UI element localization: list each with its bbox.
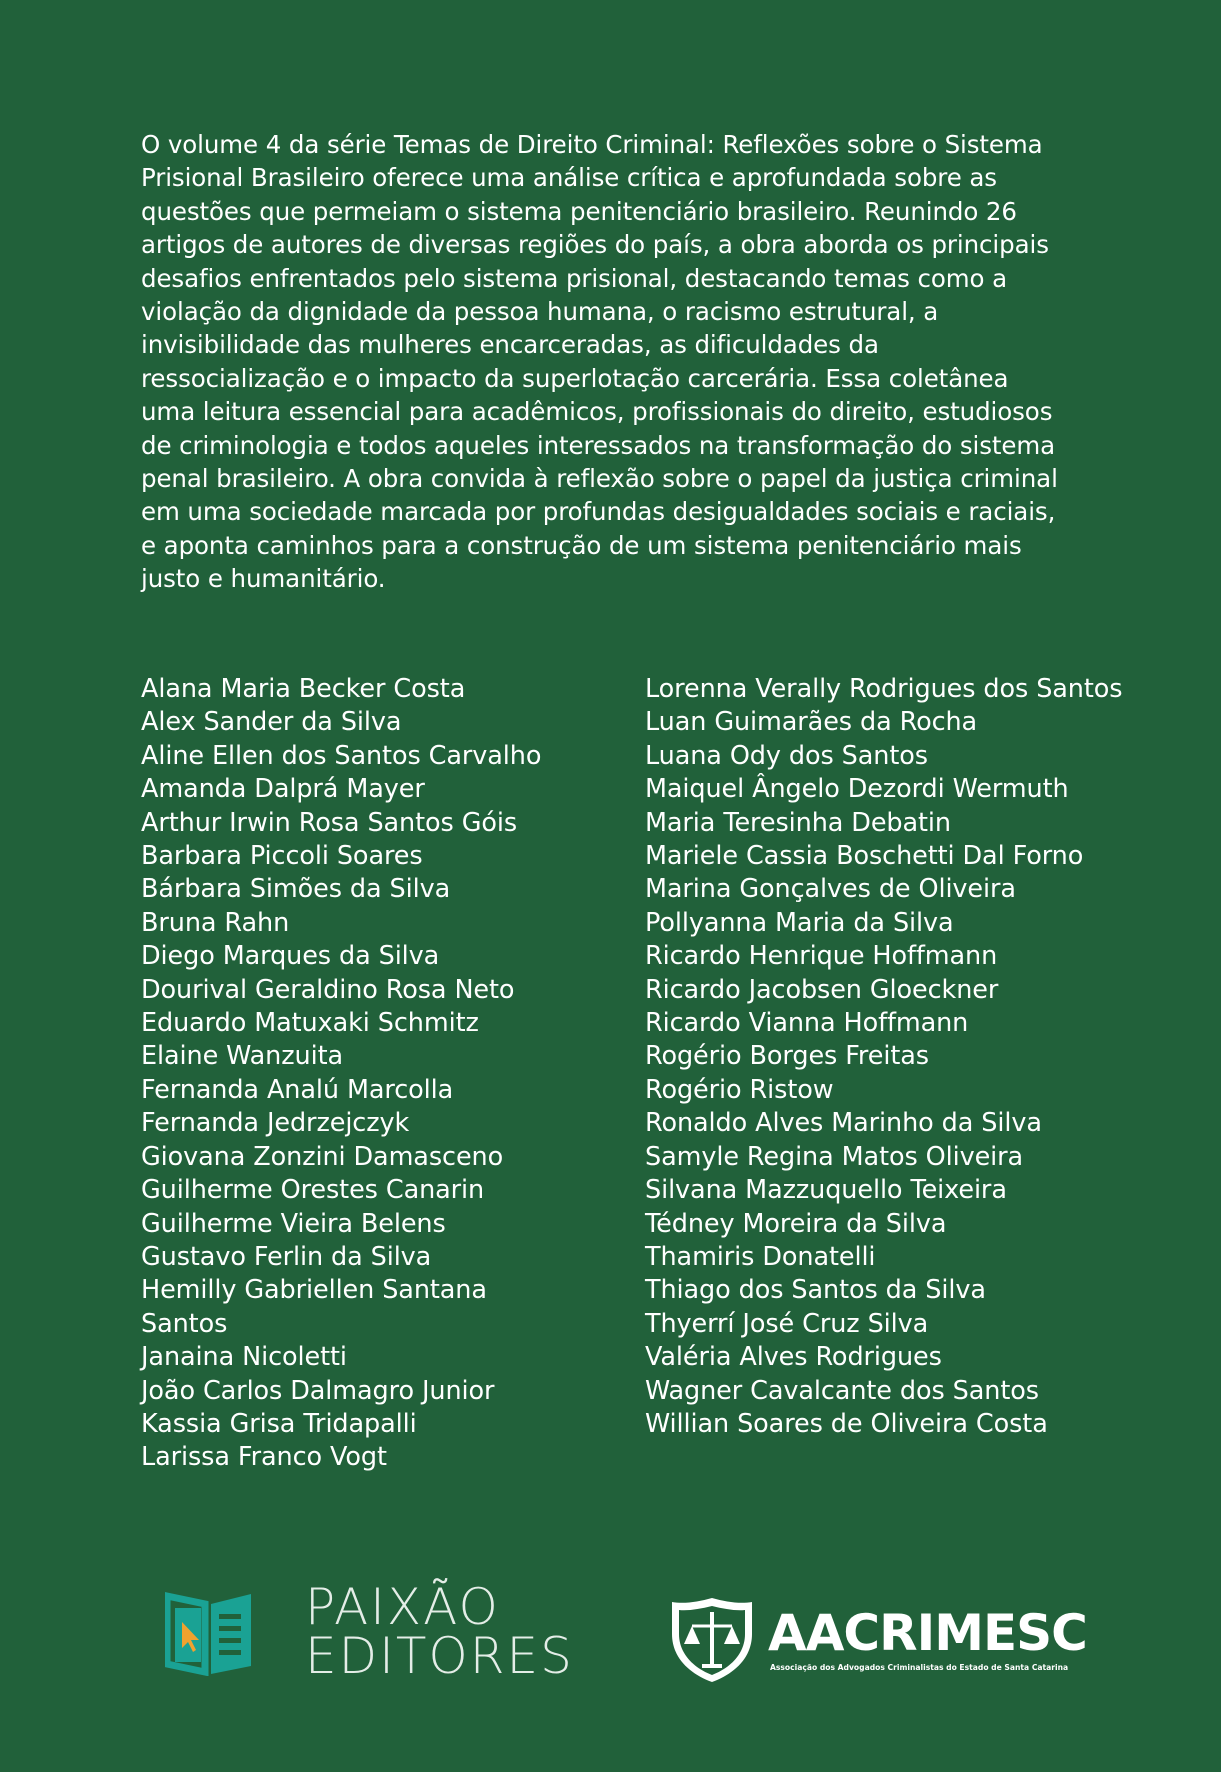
author-name: Ricardo Vianna Hoffmann: [645, 1008, 969, 1039]
author-name: Willian Soares de Oliveira Costa: [645, 1408, 1048, 1439]
author-name: Janaina Nicoletti: [141, 1342, 347, 1373]
author-name: Fernanda Analú Marcolla: [141, 1074, 454, 1105]
publisher-line-2: EDITORES: [305, 1627, 574, 1685]
synopsis-line: invisibilidade das mulheres encarceradas, as dificuldades da: [141, 330, 879, 360]
author-name: Aline Ellen dos Santos Carvalho: [141, 740, 542, 771]
author-name: Ronaldo Alves Marinho da Silva: [645, 1108, 1042, 1139]
author-name: Guilherme Orestes Canarin: [141, 1175, 485, 1206]
author-name: Maria Teresinha Debatin: [645, 807, 951, 838]
author-name: Santos: [141, 1308, 228, 1339]
synopsis-line: de criminologia e todos aqueles interessados na transformação do sistema: [141, 430, 1056, 460]
author-name: Giovana Zonzini Damasceno: [141, 1141, 504, 1172]
author-name: Luan Guimarães da Rocha: [645, 707, 978, 738]
synopsis-line: artigos de autores de diversas regiões do país, a obra aborda os principais: [141, 230, 1049, 260]
association-logo: [668, 1594, 1087, 1694]
author-name: Luana Ody dos Santos: [645, 740, 928, 771]
author-name: Rogério Borges Freitas: [645, 1041, 929, 1072]
author-name: Hemilly Gabriellen Santana: [141, 1275, 487, 1306]
author-name: Valéria Alves Rodrigues: [645, 1342, 942, 1373]
author-name: Samyle Regina Matos Oliveira: [645, 1141, 1024, 1172]
author-name: Alana Maria Becker Costa: [141, 674, 466, 704]
association-subtitle: Associação dos Advogados Criminalistas do Estado de Santa Catarina: [770, 1663, 1069, 1672]
author-name: Tédney Moreira da Silva: [645, 1208, 947, 1239]
synopsis-line: O volume 4 da série Temas de Direito Criminal: Reflexões sobre o Sistema: [141, 130, 1043, 159]
synopsis-line: penal brasileiro. A obra convida à reflexão sobre o papel da justiça criminal: [141, 464, 1058, 494]
author-name: Eduardo Matuxaki Schmitz: [141, 1008, 479, 1039]
authors-list-left: [141, 673, 541, 1475]
author-name: Larissa Franco Vogt: [141, 1442, 387, 1473]
association-name: AACRIMESC: [768, 1604, 1087, 1662]
author-name: Barbara Piccoli Soares: [141, 841, 423, 872]
synopsis-line: ressocialização e o impacto da superlotação carcerária. Essa coletânea: [141, 363, 1009, 393]
author-name: Thiago dos Santos da Silva: [645, 1275, 986, 1306]
author-name: Elaine Wanzuita: [141, 1041, 343, 1072]
author-name: Arthur Irwin Rosa Santos Góis: [141, 807, 518, 838]
author-name: Pollyanna Maria da Silva: [645, 907, 954, 938]
author-name: Diego Marques da Silva: [141, 941, 440, 972]
synopsis-line: uma leitura essencial para acadêmicos, profissionais do direito, estudiosos: [141, 397, 1053, 427]
synopsis-line: questões que permeiam o sistema penitenciário brasileiro. Reunindo 26: [141, 196, 1017, 226]
author-name: Mariele Cassia Boschetti Dal Forno: [645, 841, 1084, 872]
author-name: Fernanda Jedrzejczyk: [141, 1108, 410, 1139]
author-name: Marina Gonçalves de Oliveira: [645, 874, 1016, 905]
author-name: Alex Sander da Silva: [141, 707, 402, 738]
author-name: Guilherme Vieira Belens: [141, 1208, 446, 1239]
author-name: Wagner Cavalcante dos Santos: [645, 1375, 1039, 1406]
publisher-wordmark: [305, 1578, 574, 1685]
synopsis-line: justo e humanitário.: [141, 564, 386, 594]
author-name: Thyerrí José Cruz Silva: [645, 1308, 929, 1339]
author-name: Lorenna Verally Rodrigues dos Santos: [645, 674, 1123, 704]
author-name: Silvana Mazzuquello Teixeira: [645, 1175, 1007, 1206]
author-name: Thamiris Donatelli: [645, 1241, 876, 1272]
author-name: Maiquel Ângelo Dezordi Wermuth: [645, 774, 1069, 805]
author-name: Rogério Ristow: [645, 1074, 834, 1105]
author-name: João Carlos Dalmagro Junior: [141, 1375, 495, 1406]
author-name: Bruna Rahn: [141, 907, 290, 938]
author-name: Amanda Dalprá Mayer: [141, 774, 425, 805]
shield-scales-icon: [668, 1594, 756, 1684]
synopsis-paragraph: [141, 128, 1141, 596]
synopsis-line: Prisional Brasileiro oferece uma análise crítica e aprofundada sobre as: [141, 163, 997, 193]
author-name: Kassia Grisa Tridapalli: [141, 1408, 417, 1439]
author-name: Dourival Geraldino Rosa Neto: [141, 974, 515, 1005]
synopsis-line: e aponta caminhos para a construção de um sistema penitenciário mais: [141, 530, 1022, 560]
author-name: Ricardo Henrique Hoffmann: [645, 941, 998, 972]
book-cursor-icon: [165, 1586, 255, 1676]
author-name: Bárbara Simões da Silva: [141, 874, 451, 905]
authors-list-right: [645, 673, 1122, 1441]
synopsis-line: em uma sociedade marcada por profundas desigualdades sociais e raciais,: [141, 497, 1056, 527]
synopsis-line: violação da dignidade da pessoa humana, o racismo estrutural, a: [141, 297, 939, 327]
author-name: Ricardo Jacobsen Gloeckner: [645, 974, 999, 1005]
publisher-logo: [165, 1578, 574, 1685]
author-name: Gustavo Ferlin da Silva: [141, 1241, 432, 1272]
synopsis-line: desafios enfrentados pelo sistema prisional, destacando temas como a: [141, 263, 1008, 293]
publisher-line-1: PAIXÃO: [305, 1578, 500, 1636]
